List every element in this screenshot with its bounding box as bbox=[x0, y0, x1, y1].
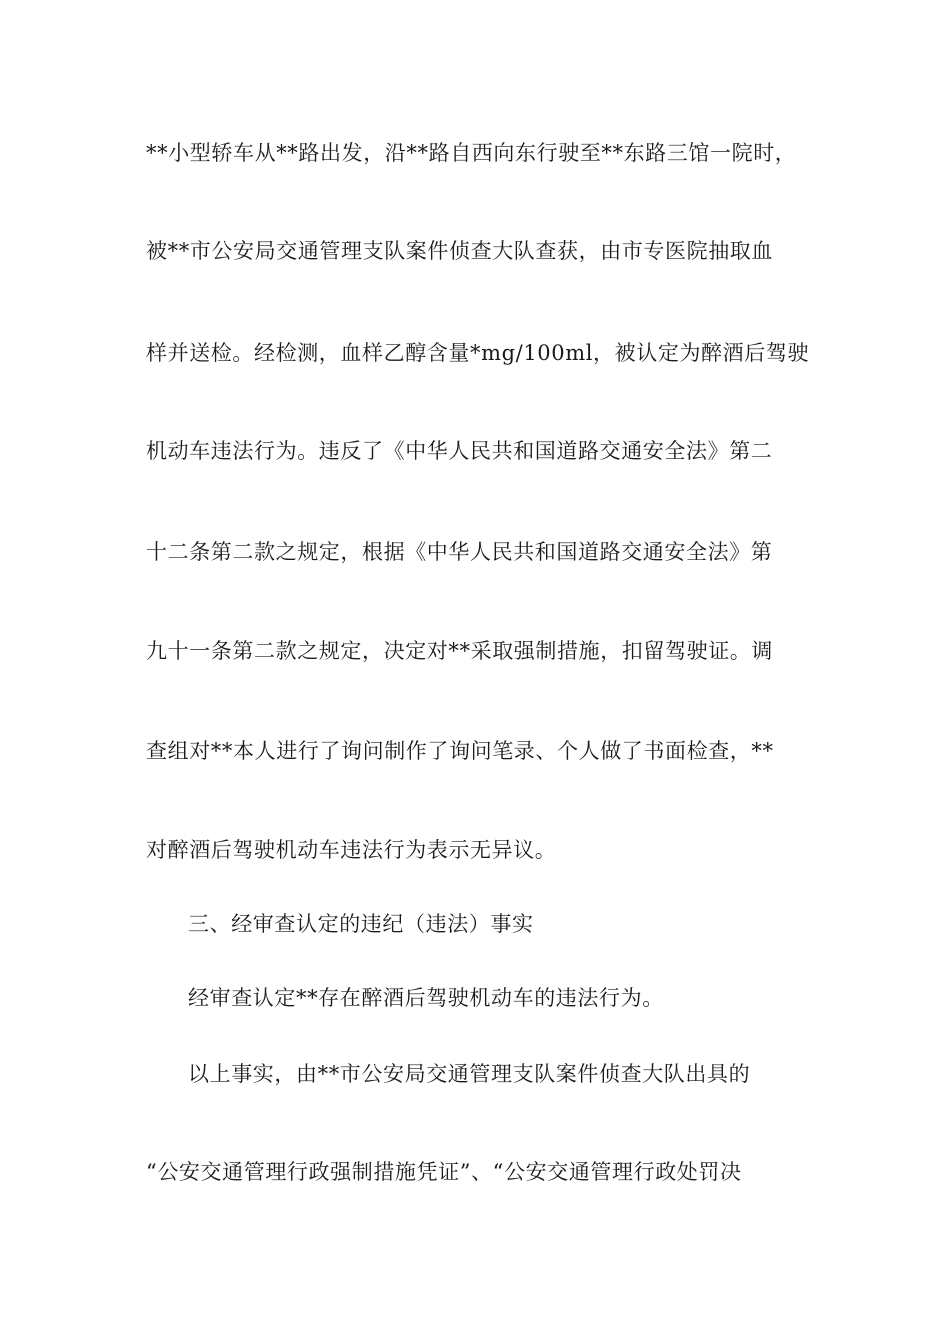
body-text-line: 对醉酒后驾驶机动车违法行为表示无异议。 bbox=[146, 838, 557, 862]
body-text-line: 样并送检。经检测，血样乙醇含量*mg/100ml，被认定为醉酒后驾驶 bbox=[146, 341, 810, 365]
body-text-line: 查组对**本人进行了询问制作了询问笔录、个人做了书面检查，** bbox=[146, 739, 774, 763]
body-text-line: 九十一条第二款之规定，决定对**采取强制措施，扣留驾驶证。调 bbox=[146, 639, 773, 663]
section-heading: 三、经审查认定的违纪（违法）事实 bbox=[188, 912, 534, 936]
body-text-line: “公安交通管理行政强制措施凭证”、“公安交通管理行政处罚决 bbox=[146, 1160, 742, 1184]
body-text-line: 经审查认定**存在醉酒后驾驶机动车的违法行为。 bbox=[188, 986, 664, 1010]
body-text-line: 被**市公安局交通管理支队案件侦查大队查获，由市专医院抽取血 bbox=[146, 239, 773, 263]
body-text-line: 以上事实，由**市公安局交通管理支队案件侦查大队出具的 bbox=[188, 1062, 751, 1086]
body-text-line: **小型轿车从**路出发，沿**路自西向东行驶至**东路三馆一院时， bbox=[146, 141, 797, 165]
body-text-line: 机动车违法行为。违反了《中华人民共和国道路交通安全法》第二 bbox=[146, 439, 773, 463]
body-text-line: 十二条第二款之规定，根据《中华人民共和国道路交通安全法》第 bbox=[146, 540, 773, 564]
